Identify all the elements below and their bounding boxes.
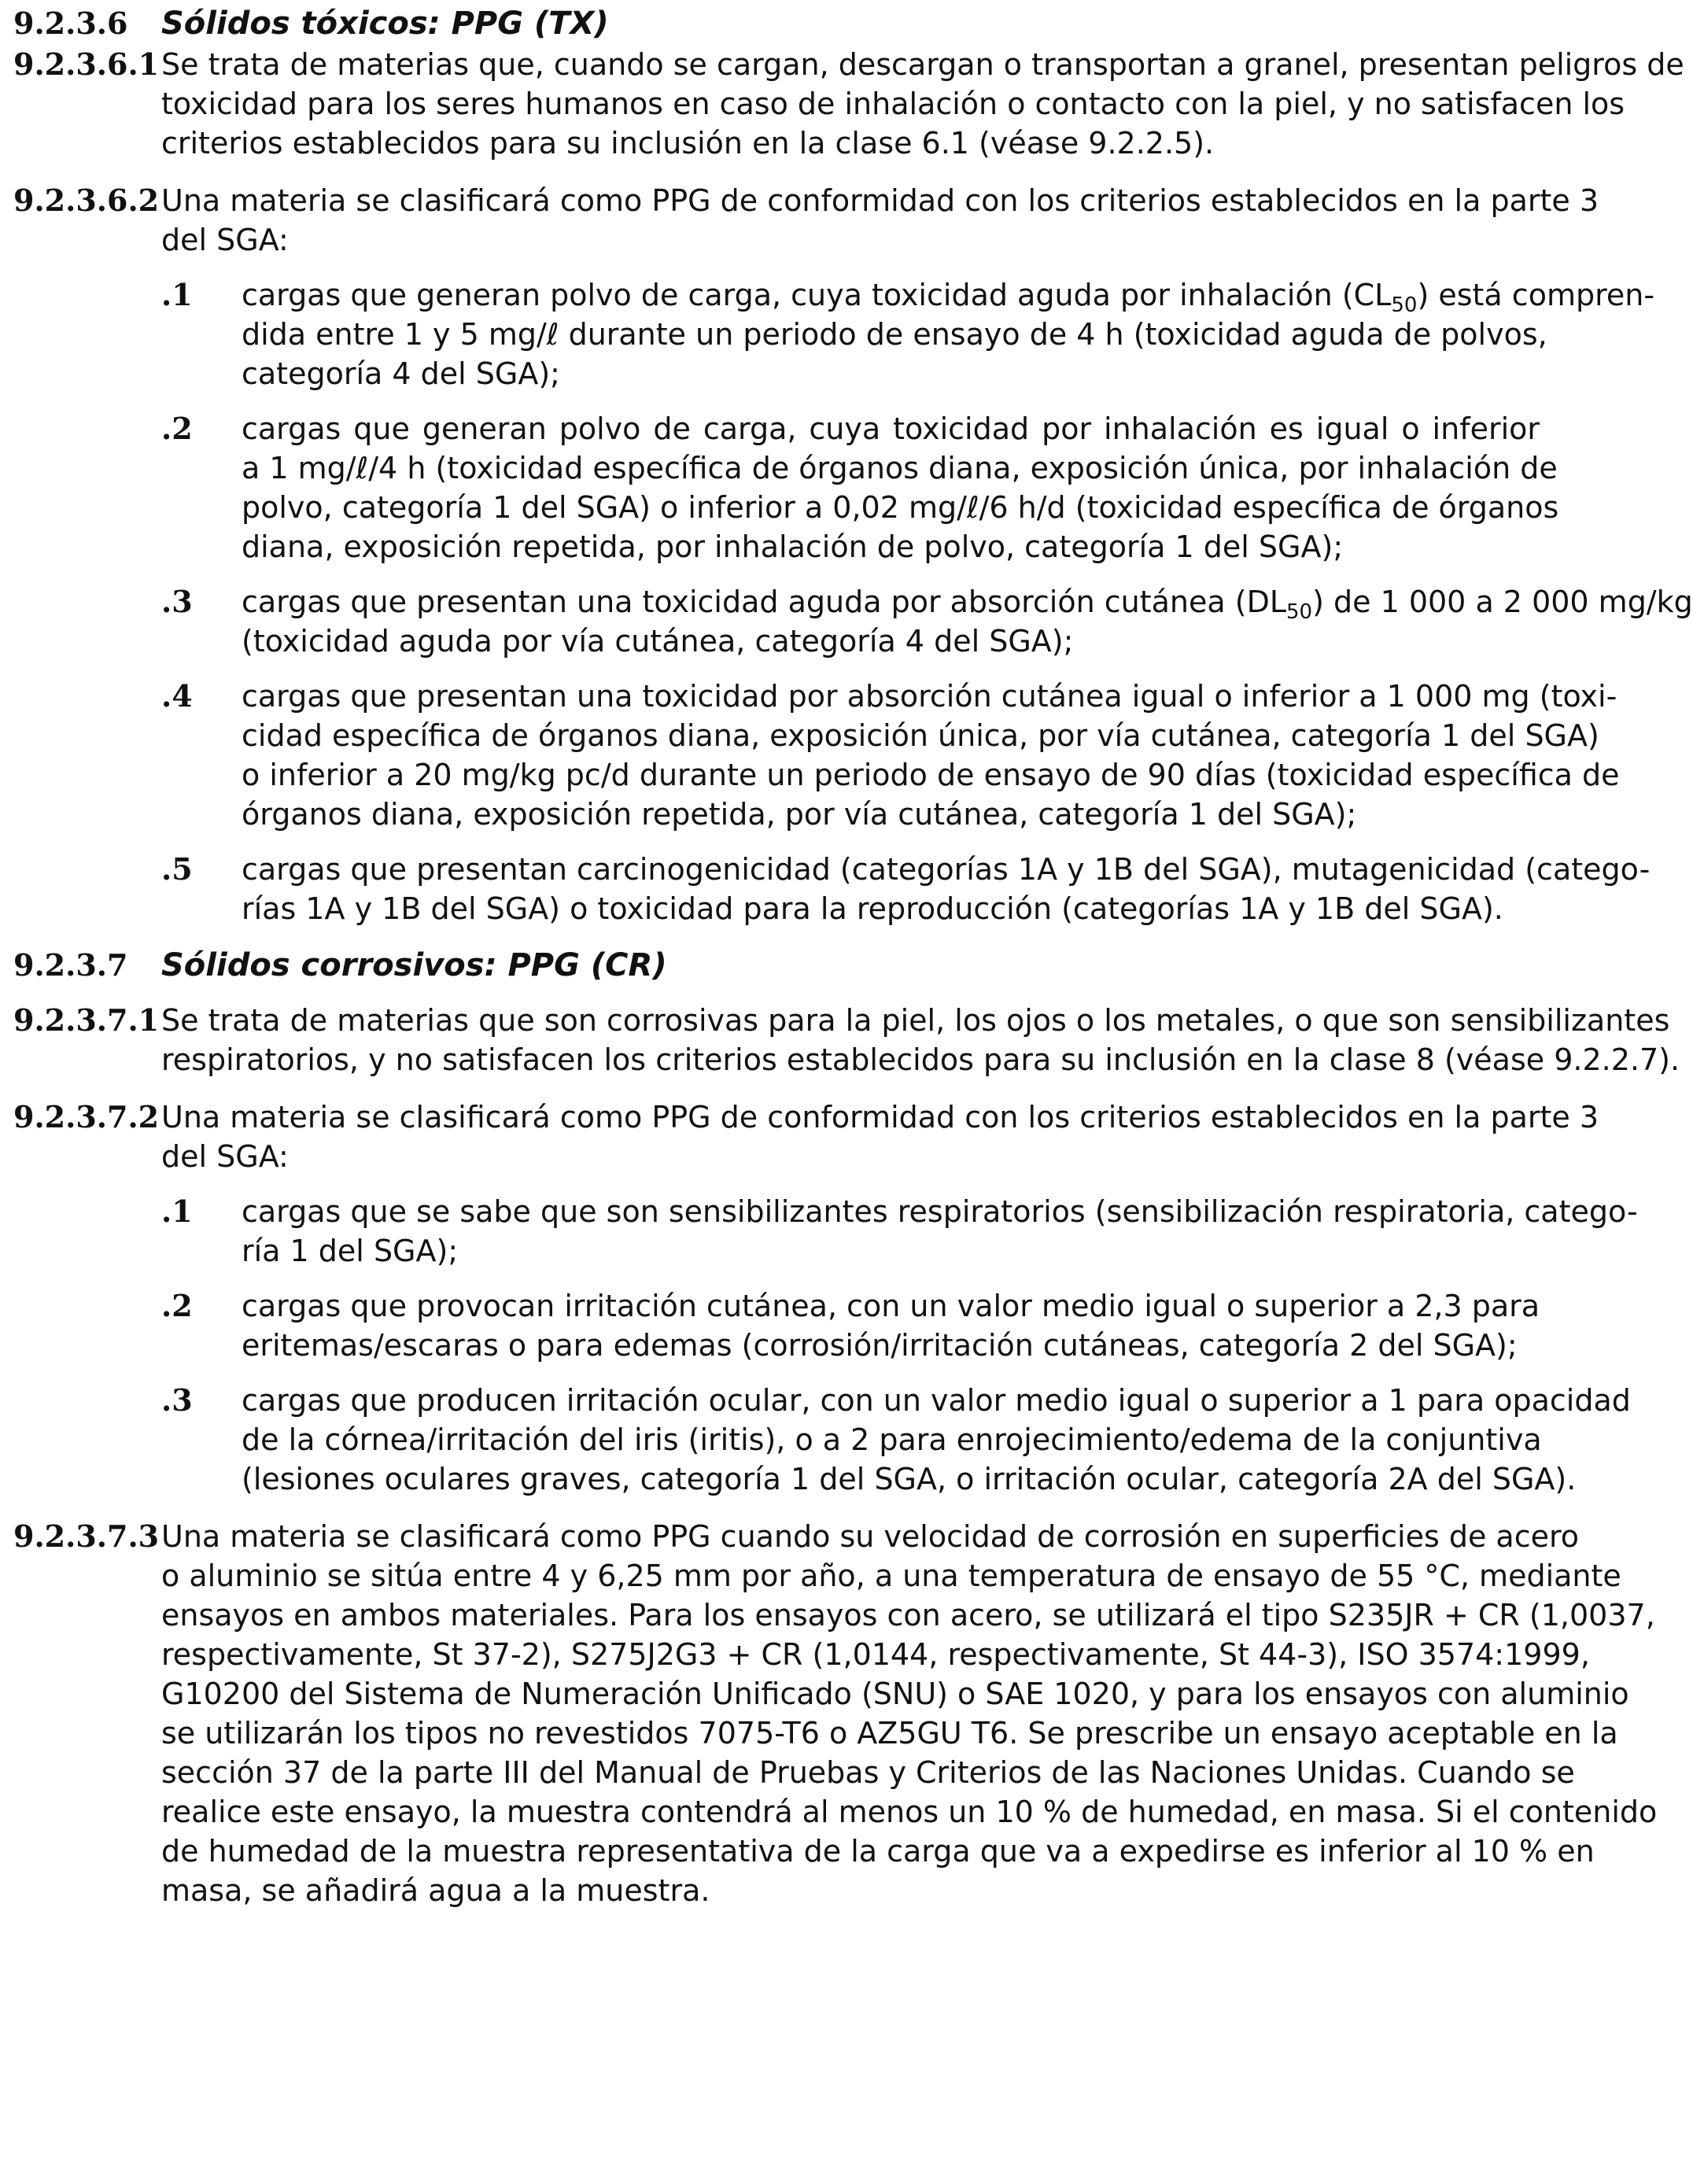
paragraph-line: Una materia se clasificará como PPG cuando su velocidad de corrosión en superficies de acero xyxy=(161,1519,1580,1554)
paragraph-line: Se trata de materias que, cuando se cargan, descargan o transportan a granel, presentan peligros de xyxy=(161,47,1684,82)
paragraph-line: o aluminio se sitúa entre 4 y 6,25 mm por año, a una temperatura de ensayo de 55 °C, mediante xyxy=(161,1559,1621,1593)
paragraph-line: G10200 del Sistema de Numeración Unificado (SNU) o SAE 1020, y para los ensayos con aluminio xyxy=(161,1677,1629,1711)
paragraph-number: 9.2.3.6.2 xyxy=(13,183,160,218)
list-item-line: órganos diana, exposición repetida, por vía cutánea, categoría 1 del SGA); xyxy=(242,797,1357,832)
list-item-number: .3 xyxy=(161,584,193,619)
list-item-line: eritemas/escaras o para edemas (corrosión/irritación cutáneas, categoría 2 del SGA); xyxy=(242,1328,1518,1363)
list-item-number: .4 xyxy=(161,678,193,714)
list-item-line: ría 1 del SGA); xyxy=(242,1234,459,1268)
paragraph-line: masa, se añadirá agua a la muestra. xyxy=(161,1873,710,1908)
list-item-number: .1 xyxy=(161,277,193,312)
paragraph-number: 9.2.3.7.3 xyxy=(13,1518,160,1554)
list-item-line: (lesiones oculares graves, categoría 1 del SGA, o irritación ocular, categoría 2A del SGA). xyxy=(242,1462,1577,1496)
list-item-line: cargas que presentan una toxicidad aguda por absorción cutánea $(DL_{50})$ de 1 000 a 2 000 mg/kg xyxy=(242,585,1693,624)
list-item-number: .1 xyxy=(161,1193,193,1229)
list-item-line: cargas que producen irritación ocular, con un valor medio igual o superior a 1 para opacidad xyxy=(242,1383,1631,1418)
list-item-number: .5 xyxy=(161,851,193,887)
paragraph-line: Una materia se clasificará como PPG de conformidad con los criterios establecidos en la parte 3 xyxy=(161,183,1599,218)
subscript: 50 xyxy=(1286,600,1313,624)
list-item-line: categoría 4 del SGA); xyxy=(242,356,560,391)
paragraph-line: respiratorios, y no satisfacen los criterios establecidos para su inclusión en la clase 8 (véase 9.2.2.7). xyxy=(161,1042,1680,1077)
section-title: Sólidos tóxicos: PPG (TX) xyxy=(161,6,609,42)
paragraph-line: toxicidad para los seres humanos en caso de inhalación o contacto con la piel, y no satisfacen los xyxy=(161,87,1625,121)
list-item-line: cargas que presentan una toxicidad por absorción cutánea igual o inferior a 1 000 mg (toxi- xyxy=(242,679,1617,714)
list-item-line: de la córnea/irritación del iris (iritis), o a 2 para enrojecimiento/edema de la conjuntiva xyxy=(242,1422,1542,1457)
paragraph-line: de humedad de la muestra representativa de la carga que va a expedirse es inferior al 10 % en xyxy=(161,1834,1595,1869)
list-item-number: .2 xyxy=(161,1288,193,1323)
list-item-line: cargas que presentan carcinogenicidad (categorías 1A y 1B del SGA), mutagenicidad (catego- xyxy=(242,852,1651,887)
list-item-number: .3 xyxy=(161,1382,193,1418)
list-item-line: polvo, categoría 1 del SGA) o inferior a 0,02 mg/ℓ/6 h/d (toxicidad específica de órganos xyxy=(242,490,1559,525)
section-number: 9.2.3.7 xyxy=(13,947,128,983)
list-item-line: o inferior a 20 mg/kg pc/d durante un periodo de ensayo de 90 días (toxicidad específica de xyxy=(242,758,1620,792)
section-number: 9.2.3.6 xyxy=(13,6,128,41)
paragraph-line: sección 37 de la parte III del Manual de Pruebas y Criterios de las Naciones Unidas. Cuando se xyxy=(161,1755,1575,1790)
list-item-line: diana, exposición repetida, por inhalación de polvo, categoría 1 del SGA); xyxy=(242,529,1344,564)
paragraph-line: del SGA: xyxy=(161,223,289,257)
list-item-line: a 1 mg/ℓ/4 h (toxicidad específica de órganos diana, exposición única, por inhalación de xyxy=(242,451,1558,485)
list-item-line: dida entre 1 y 5 mg/ℓ durante un periodo de ensayo de 4 h (toxicidad aguda de polvos, xyxy=(242,317,1547,352)
list-item-number: .2 xyxy=(161,411,193,446)
paragraph-number: 9.2.3.6.1 xyxy=(13,46,160,82)
list-item-line: cargas que generan polvo de carga, cuya toxicidad por inhalación es igual o inferior xyxy=(242,411,1540,446)
list-item-line: (toxicidad aguda por vía cutánea, categoría 4 del SGA); xyxy=(242,624,1074,659)
list-item-line: cargas que provocan irritación cutánea, con un valor medio igual o superior a 2,3 para xyxy=(242,1289,1540,1323)
section-title: Sólidos corrosivos: PPG (CR) xyxy=(161,947,667,983)
paragraph-line: realice este ensayo, la muestra contendrá al menos un 10 % de humedad, en masa. Si el contenido xyxy=(161,1795,1658,1829)
paragraph-number: 9.2.3.7.1 xyxy=(13,1002,160,1038)
paragraph-line: criterios establecidos para su inclusión en la clase 6.1 (véase 9.2.2.5). xyxy=(161,126,1215,160)
subscript: 50 xyxy=(1391,293,1418,317)
paragraph-line: Una materia se clasificará como PPG de conformidad con los criterios establecidos en la parte 3 xyxy=(161,1100,1599,1134)
paragraph-line: del SGA: xyxy=(161,1139,289,1174)
paragraph-line: Se trata de materias que son corrosivas para la piel, los ojos o los metales, o que son sensibilizantes xyxy=(161,1003,1670,1038)
list-item-line: rías 1A y 1B del SGA) o toxicidad para la reproducción (categorías 1A y 1B del SGA). xyxy=(242,891,1503,926)
paragraph-line: ensayos en ambos materiales. Para los ensayos con acero, se utilizará el tipo S235JR + CR (1,0037, xyxy=(161,1598,1655,1632)
paragraph-number: 9.2.3.7.2 xyxy=(13,1099,160,1134)
paragraph-line: respectivamente, St 37-2), S275J2G3 + CR (1,0144, respectivamente, St 44-3), ISO 3574:1999, xyxy=(161,1637,1590,1672)
list-item-line: cargas que se sabe que son sensibilizantes respiratorios (sensibilización respiratoria, catego- xyxy=(242,1194,1638,1229)
list-item-line: cidad específica de órganos diana, exposición única, por vía cutánea, categoría 1 del SGA) xyxy=(242,718,1599,753)
paragraph-line: se utilizarán los tipos no revestidos 7075-T6 o AZ5GU T6. Se prescribe un ensayo aceptable en la xyxy=(161,1716,1618,1751)
list-item-line: cargas que generan polvo de carga, cuya toxicidad aguda por inhalación $(CL_{50})$ está compren- xyxy=(242,278,1655,317)
